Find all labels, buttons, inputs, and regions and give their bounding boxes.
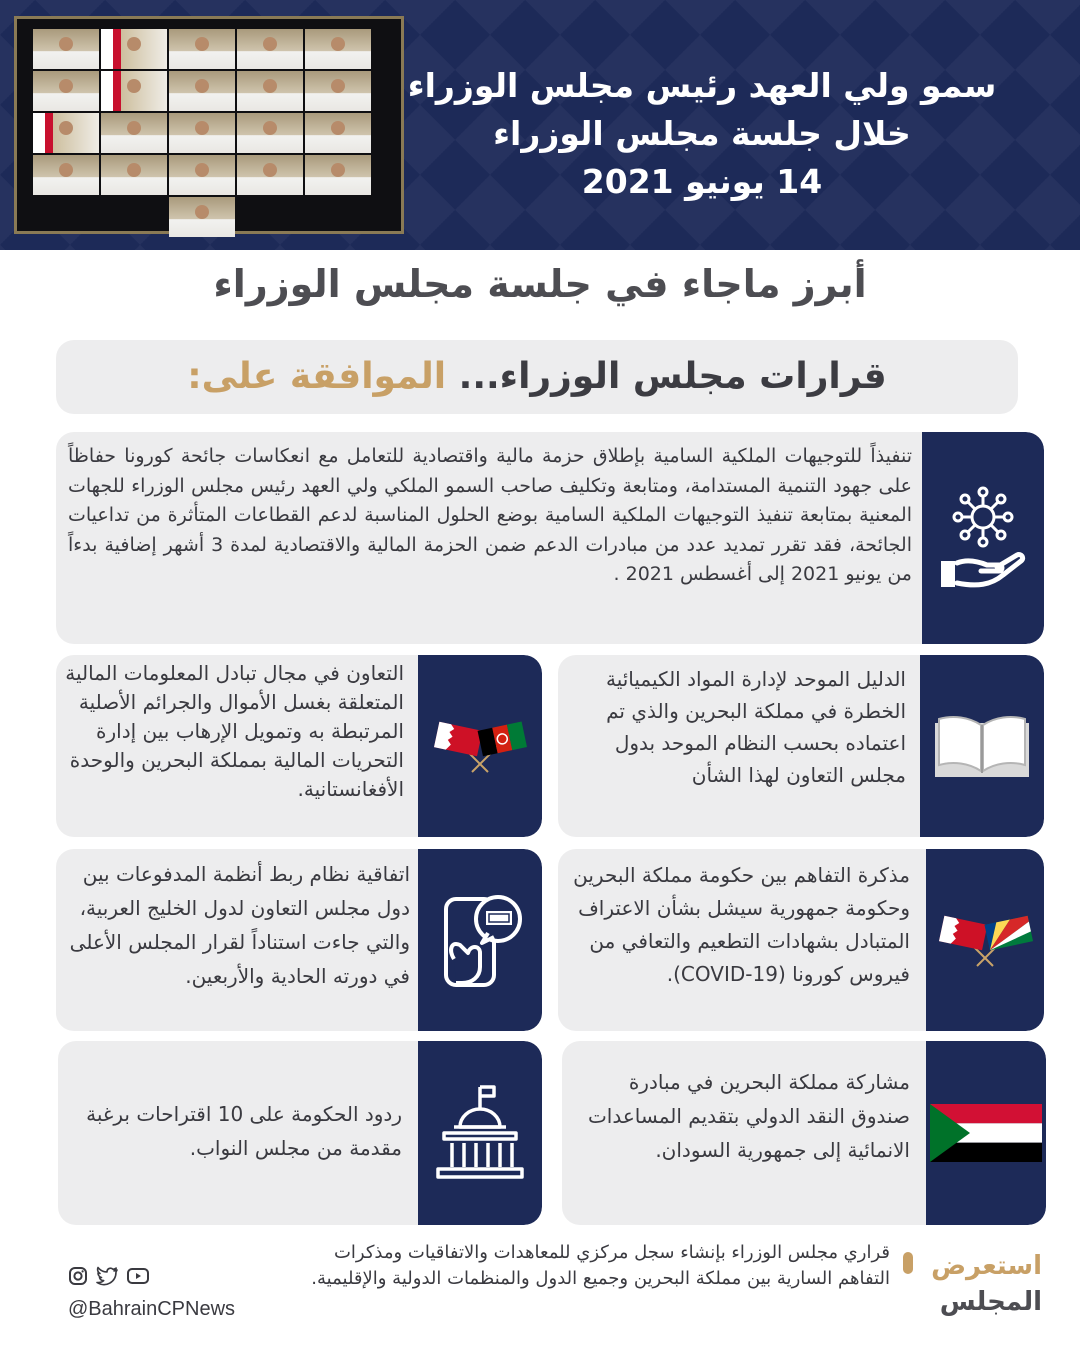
- open-book-icon: [933, 713, 1031, 779]
- card-text: اتفاقية نظام ربط أنظمة المدفوعات بين دول مجلس التعاون لدول الخليج العربية، والتي جاءت استناداً لقرار المجلس الأعلى في دورته الحادية والأربعين.: [69, 862, 410, 988]
- video-tile: [169, 29, 235, 69]
- header-title-line: سمو ولي العهد رئيس مجلس الوزراء: [407, 66, 997, 105]
- instagram-icon[interactable]: [68, 1266, 88, 1286]
- video-tile: [305, 113, 371, 153]
- card-text: ردود الحكومة على 10 اقتراحات برغبة مقدمة من مجلس النواب.: [86, 1102, 402, 1160]
- decisions-heading: [56, 340, 1018, 414]
- video-tile: [305, 29, 371, 69]
- video-tile: [169, 113, 235, 153]
- social-handle[interactable]: @BahrainCPNews: [68, 1298, 236, 1320]
- video-tile: [237, 155, 303, 195]
- header-title-line: خلال جلسة مجلس الوزراء: [493, 114, 911, 153]
- header-title-date: 14 يونيو 2021: [581, 162, 823, 201]
- card-icon-panel: [926, 849, 1044, 1031]
- youtube-icon[interactable]: [126, 1266, 150, 1286]
- decision-card: [56, 655, 542, 837]
- video-tile: [169, 71, 235, 111]
- twitter-icon[interactable]: [96, 1266, 118, 1286]
- bahrain-afghanistan-flags-icon: [428, 718, 532, 774]
- sudan-flag-icon: [930, 1104, 1042, 1162]
- social-links: [68, 1266, 150, 1286]
- decision-card: [558, 849, 1044, 1031]
- brand-logo: [922, 1248, 1042, 1320]
- video-tile: [169, 155, 235, 195]
- card-text: تنفيذاً للتوجيهات الملكية السامية بإطلاق حزمة مالية واقتصادية للتعامل مع انعكاسات جائحة كورونا حفاظاً على جهود التنمية المستدامة، ومتابعة وتكليف صاحب السمو الملكي ولي العهد رئيس مجلس الوزراء للجهات المعنية بمتابعة تنفيذ التوجيهات الملكية السامية بوضع الحلول المناسبة لدعم القطاعات المتأثرة من تداعيات الجائحة، فقد تقرر تمديد عدد من مبادرات الدعم ضمن الحزمة المالية والاقتصادية لمدة 3 أشهر إضافية بدءاً من يونيو 2021 إلى أغسطس 2021 .: [68, 445, 912, 585]
- video-tile: [101, 71, 167, 111]
- card-icon-panel: [418, 849, 542, 1031]
- brand-line: المجلس: [939, 1287, 1042, 1317]
- video-tile: [33, 113, 99, 153]
- video-tile: [33, 29, 99, 69]
- card-icon-panel: [418, 655, 542, 837]
- decision-card: [56, 849, 542, 1031]
- decision-card: [56, 432, 1044, 644]
- decisions-heading-prefix: قرارات مجلس الوزراء...: [446, 356, 887, 397]
- decision-card: [58, 1041, 542, 1225]
- virus-hand-icon: [935, 483, 1031, 593]
- decisions-heading-accent: الموافقة على:: [187, 356, 447, 397]
- mobile-payment-icon: [432, 885, 528, 995]
- video-tile: [305, 155, 371, 195]
- card-text: التعاون في مجال تبادل المعلومات المالية المتعلقة بغسل الأموال والجرائم الأصلية المرتبطة به وتمويل الإرهاب بين إدارة التحريات المالية بمملكة البحرين والوحدة الأفغانستانية.: [65, 661, 404, 801]
- decision-card: [558, 655, 1044, 837]
- header-title: [402, 62, 1002, 206]
- video-tile: [33, 71, 99, 111]
- card-icon-panel: [922, 432, 1044, 644]
- video-tile: [33, 155, 99, 195]
- video-tile: [169, 197, 235, 237]
- card-icon-panel: [926, 1041, 1046, 1225]
- decision-card: [562, 1041, 1046, 1225]
- card-text: الدليل الموحد لإدارة المواد الكيميائية الخطرة في مملكة البحرين والذي تم اعتماده بحسب النظام الموحد بدول مجلس التعاون لهذا الشأن: [605, 667, 906, 787]
- video-tile: [101, 29, 167, 69]
- video-conference-photo: [14, 16, 404, 234]
- card-text: مذكرة التفاهم بين حكومة مملكة البحرين وحكومة جمهورية سيشل بشأن الاعتراف المتبادل بشهادات التطعيم والتعافي من فيروس كورونا (COVID-19).: [573, 863, 910, 986]
- header-banner: [0, 0, 1080, 250]
- brand-line: استعرض: [931, 1251, 1042, 1281]
- footer-divider: [903, 1252, 913, 1274]
- video-tile: [305, 71, 371, 111]
- video-tile: [101, 113, 167, 153]
- card-icon-panel: [920, 655, 1044, 837]
- video-tile: [101, 155, 167, 195]
- video-tile: [237, 113, 303, 153]
- video-tile: [237, 29, 303, 69]
- card-icon-panel: [418, 1041, 542, 1225]
- video-tile: [237, 71, 303, 111]
- video-grid: [33, 29, 393, 237]
- bahrain-seychelles-flags-icon: [931, 912, 1039, 968]
- parliament-building-icon: [432, 1083, 528, 1183]
- footer-note: قراري مجلس الوزراء بإنشاء سجل مركزي للمعاهدات والاتفاقيات ومذكرات التفاهم السارية بين مملكة البحرين وجميع الدول والمنظمات الدولية والإقليمية.: [311, 1242, 890, 1289]
- card-text: مشاركة مملكة البحرين في مبادرة صندوق النقد الدولي بتقديم المساعدات الانمائية إلى جمهورية السودان.: [587, 1070, 910, 1162]
- page-title: أبرز ماجاء في جلسة مجلس الوزراء: [213, 262, 867, 306]
